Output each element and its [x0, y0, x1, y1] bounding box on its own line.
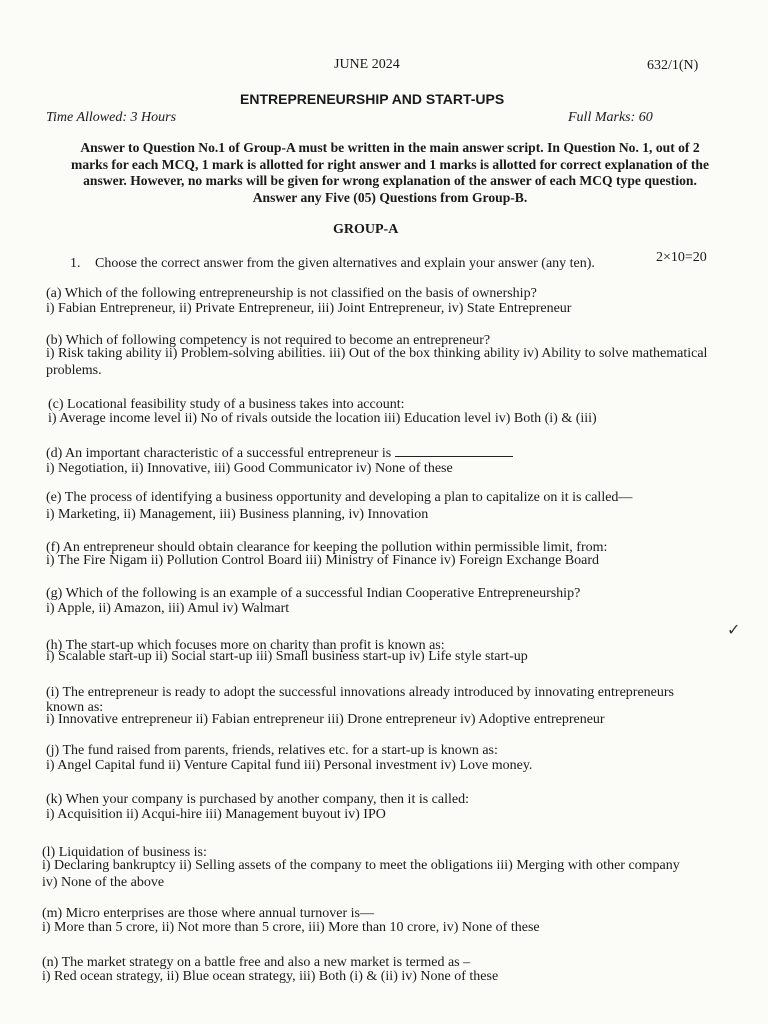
mcq-question: (h) The start-up which focuses more on charity than profit is known as:	[46, 638, 445, 653]
instruction-line: Answer any Five (05) Questions from Group-B.	[252, 189, 528, 205]
mcq-question: (l) Liquidation of business is:	[42, 845, 207, 860]
mcq-options: i) More than 5 crore, ii) Not more than 5 crore, iii) More than 10 crore, iv) None of these	[42, 920, 540, 935]
exam-date: JUNE 2024	[334, 57, 400, 72]
mcq-options: i) Declaring bankruptcy ii) Selling assets of the company to meet the obligations iii) Merging with other company	[42, 858, 680, 873]
mcq-options: i) The Fire Nigam ii) Pollution Control Board iii) Ministry of Finance iv) Foreign Exchange Board	[46, 553, 600, 568]
time-allowed: Time Allowed: 3 Hours	[46, 110, 177, 125]
mcq-options: i) Scalable start-up ii) Social start-up iii) Small business start-up iv) Life style start-up	[46, 649, 528, 664]
instruction-line: answer. However, no marks will be given for wrong explanation of the answer of each MCQ type question.	[83, 173, 697, 188]
mcq-question: (g) Which of the following is an example of a successful Indian Cooperative Entrepreneurship?	[46, 586, 581, 601]
question-number: 1.	[70, 256, 81, 271]
mcq-question: (a) Which of the following entrepreneurship is not classified on the basis of ownership?	[46, 286, 537, 301]
full-marks: Full Marks: 60	[568, 110, 653, 125]
group-title: GROUP-A	[333, 222, 399, 237]
instructions-block	[40, 140, 740, 206]
mcq-question	[46, 445, 513, 462]
answer-blank	[395, 445, 513, 457]
mcq-question: (c) Locational feasibility study of a business takes into account:	[48, 397, 405, 412]
mcq-options: i) Acquisition ii) Acqui-hire iii) Management buyout iv) IPO	[46, 807, 386, 822]
mcq-options: i) Risk taking ability ii) Problem-solving abilities. iii) Out of the box thinking ability iv) Ability to solve mathematical	[46, 346, 708, 361]
mcq-options-continued: iv) None of the above	[42, 875, 165, 890]
mcq-question: (b) Which of following competency is not required to become an entrepreneur?	[46, 333, 491, 348]
question-marks: 2×10=20	[656, 250, 707, 265]
question-text: Choose the correct answer from the given alternatives and explain your answer (any ten).	[95, 256, 595, 271]
mcq-options: i) Negotiation, ii) Innovative, iii) Good Communicator iv) None of these	[46, 461, 453, 476]
mcq-options: i) Angel Capital fund ii) Venture Capital fund iii) Personal investment iv) Love money.	[46, 758, 533, 773]
mcq-options-continued: problems.	[46, 363, 102, 378]
mcq-options: i) Fabian Entrepreneur, ii) Private Entrepreneur, iii) Joint Entrepreneur, iv) State Entrepreneur	[46, 301, 572, 316]
check-mark: ✓	[727, 620, 741, 639]
mcq-question-continued: known as:	[46, 700, 104, 715]
mcq-question: (n) The market strategy on a battle free and also a new market is termed as –	[42, 955, 471, 970]
mcq-options: i) Average income level ii) No of rivals outside the location iii) Education level iv) Both (i) & (iii)	[48, 411, 597, 426]
instruction-line: marks for each MCQ, 1 mark is allotted for right answer and 1 marks is allotted for correct explanation of the	[71, 156, 709, 172]
mcq-question: (e) The process of identifying a business opportunity and developing a plan to capitalize on it is called—	[46, 490, 633, 505]
mcq-options: i) Innovative entrepreneur ii) Fabian entrepreneur iii) Drone entrepreneur iv) Adoptive entrepreneur	[46, 712, 605, 727]
mcq-options: i) Marketing, ii) Management, iii) Business planning, iv) Innovation	[46, 507, 429, 522]
mcq-question: (m) Micro enterprises are those where annual turnover is—	[42, 906, 374, 921]
page-title: ENTREPRENEURSHIP AND START-UPS	[240, 91, 505, 107]
mcq-options: i) Apple, ii) Amazon, iii) Amul iv) Walmart	[46, 601, 290, 616]
paper-code: 632/1(N)	[647, 58, 699, 73]
mcq-question: (j) The fund raised from parents, friends, relatives etc. for a start-up is known as:	[46, 743, 498, 758]
mcq-options: i) Red ocean strategy, ii) Blue ocean strategy, iii) Both (i) & (ii) iv) None of these	[42, 969, 499, 984]
instruction-line: Answer to Question No.1 of Group-A must be written in the main answer script. In Question No. 1, out of 2	[80, 140, 700, 155]
mcq-question-text: (d) An important characteristic of a successful entrepreneur is	[46, 446, 392, 461]
mcq-question: (i) The entrepreneur is ready to adopt the successful innovations already introduced by innovating entrepreneurs	[46, 685, 674, 700]
mcq-question: (k) When your company is purchased by another company, then it is called:	[46, 792, 469, 807]
mcq-question: (f) An entrepreneur should obtain clearance for keeping the pollution within permissible limit, from:	[46, 540, 608, 555]
